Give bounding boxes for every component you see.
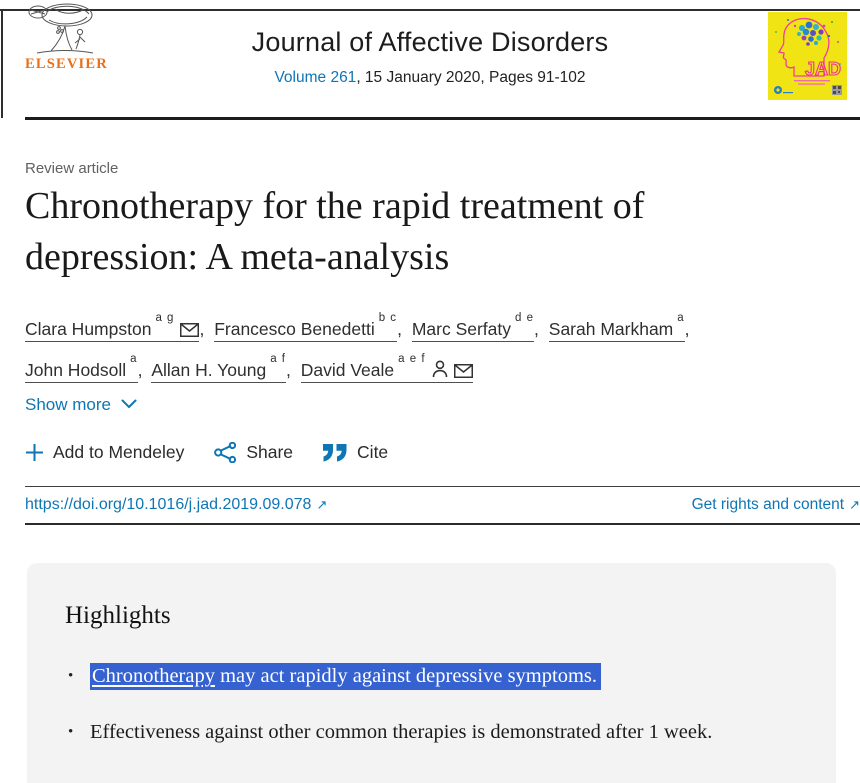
- external-link-icon: ↗: [316, 498, 328, 513]
- doi-link[interactable]: https://doi.org/10.1016/j.jad.2019.09.078 ↗: [25, 496, 328, 513]
- author[interactable]: John Hodsoll$^a$,: [25, 360, 147, 380]
- cite-quote-icon: [323, 444, 348, 462]
- plus-icon: [25, 443, 44, 462]
- highlight-item: • Effectiveness against other common therapies is demonstrated after 1 week.: [65, 716, 745, 748]
- doi-row: [25, 486, 860, 525]
- article-title: Chronotherapy for the rapid treatment of depression: A meta-analysis: [25, 185, 645, 278]
- share-icon: [214, 442, 237, 463]
- issue-info: , 15 January 2020, Pages 91-102: [356, 69, 586, 86]
- author[interactable]: Marc Serfaty$^{d e}$,: [412, 319, 544, 339]
- journal-title-link[interactable]: Journal of Affective Disorders: [251, 27, 609, 57]
- highlights-title: Highlights: [65, 602, 171, 629]
- chevron-down-icon: [121, 394, 137, 413]
- highlight-item: [65, 660, 745, 692]
- add-to-mendeley-button[interactable]: Add to Mendeley: [25, 442, 184, 463]
- bullet-icon: •: [68, 724, 74, 740]
- svg-text:JAD: JAD: [805, 59, 842, 79]
- highlights-list: [65, 660, 836, 748]
- journal-header: [0, 27, 860, 87]
- cite-button[interactable]: Cite: [323, 442, 388, 463]
- author-list: [25, 308, 843, 390]
- get-rights-link[interactable]: Get rights and content ↗: [691, 496, 860, 513]
- share-button[interactable]: Share: [214, 442, 293, 463]
- header-rule: [25, 117, 860, 120]
- author[interactable]: Sarah Markham$^a$,: [549, 319, 695, 339]
- author[interactable]: Francesco Benedetti$^{b c}$,: [214, 319, 407, 339]
- author[interactable]: David Veale$^{a e f}$: [301, 360, 473, 384]
- journal-issue-line: [0, 69, 860, 87]
- envelope-icon: [454, 355, 473, 390]
- author[interactable]: Clara Humpston$^{a g}$,: [25, 319, 209, 339]
- bullet-icon: •: [68, 668, 74, 684]
- article-type-label: Review article: [25, 160, 119, 177]
- elsevier-wordmark: ELSEVIER: [25, 56, 108, 72]
- journal-cover-thumbnail[interactable]: [768, 12, 847, 100]
- envelope-icon: [180, 314, 199, 349]
- author[interactable]: Allan H. Young$^{a f}$,: [151, 360, 296, 380]
- volume-link[interactable]: Volume 261: [274, 69, 357, 86]
- highlights-section: [27, 563, 836, 783]
- external-link-icon: ↗: [849, 498, 860, 513]
- qr-code: [832, 85, 842, 95]
- selected-text: Chronotherapy may act rapidly against depressive symptoms.: [90, 663, 601, 690]
- chronotherapy-link[interactable]: Chronotherapy: [92, 665, 215, 687]
- article-toolbar: [25, 442, 388, 463]
- person-icon: [432, 355, 448, 390]
- top-divider: [0, 9, 860, 11]
- show-more-button[interactable]: Show more: [25, 394, 137, 415]
